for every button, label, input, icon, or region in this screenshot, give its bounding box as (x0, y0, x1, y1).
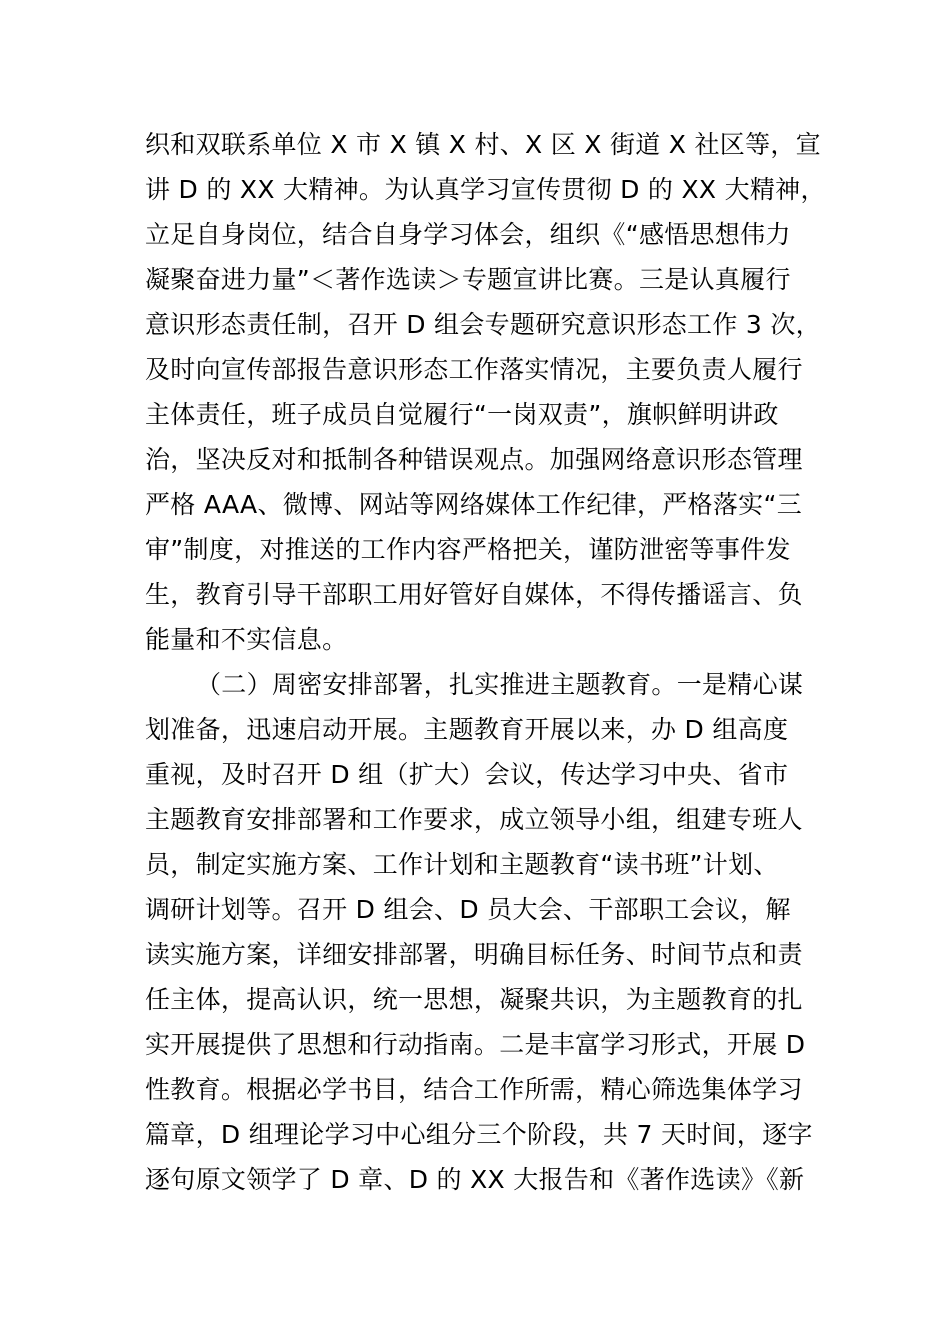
text-line: 实开展提供了思想和行动指南。二是丰富学习形式，开展 D (145, 1030, 806, 1059)
paragraph-heading-line: （二）周密安排部署，扎实推进主题教育。一是精心谋 (196, 670, 804, 699)
text-line: 读实施方案，详细安排部署，明确目标任务、时间节点和责 (145, 940, 803, 969)
text-line: 能量和不实信息。 (145, 625, 348, 654)
text-line: 严格 AAA、微博、网站等网络媒体工作纪律，严格落实“三 (145, 490, 802, 519)
text-line: 治，坚决反对和抵制各种错误观点。加强网络意识形态管理 (145, 445, 803, 474)
text-line: 调研计划等。召开 D 组会、D 员大会、干部职工会议，解 (145, 895, 791, 924)
text-line: 及时向宣传部报告意识形态工作落实情况，主要负责人履行 (145, 355, 803, 384)
text-line: 逐句原文领学了 D 章、D 的 XX 大报告和《著作选读》《新 (145, 1165, 805, 1194)
text-line: 任主体，提高认识，统一思想，凝聚共识，为主题教育的扎 (145, 985, 803, 1014)
text-line: 审”制度，对推送的工作内容严格把关，谨防泄密等事件发 (145, 535, 791, 564)
text-line: 主体责任，班子成员自觉履行“一岗双责”，旗帜鲜明讲政 (145, 400, 779, 429)
text-line: 性教育。根据必学书目，结合工作所需，精心筛选集体学习 (145, 1075, 803, 1104)
text-line: 生，教育引导干部职工用好管好自媒体，不得传播谣言、负 (145, 580, 803, 609)
text-line: 篇章，D 组理论学习中心组分三个阶段，共 7 天时间，逐字 (145, 1120, 813, 1149)
text-line: 主题教育安排部署和工作要求，成立领导小组，组建专班人 (145, 805, 803, 834)
text-line: 重视，及时召开 D 组（扩大）会议，传达学习中央、省市 (145, 760, 789, 789)
text-line: 意识形态责任制，召开 D 组会专题研究意识形态工作 3 次， (145, 310, 821, 339)
text-line: 讲 D 的 XX 大精神。为认真学习宣传贯彻 D 的 XX 大精神， (145, 175, 826, 204)
text-line: 员，制定实施方案、工作计划和主题教育“读书班”计划、 (145, 850, 779, 879)
text-line: 划准备，迅速启动开展。主题教育开展以来，办 D 组高度 (145, 715, 789, 744)
text-line: 凝聚奋进力量”＜著作选读＞专题宣讲比赛。三是认真履行 (145, 265, 791, 294)
text-line: 织和双联系单位 X 市 X 镇 X 村、X 区 X 街道 X 社区等，宣 (145, 130, 821, 159)
text-line: 立足自身岗位，结合自身学习体会，组织《“感悟思想伟力 (145, 220, 791, 249)
